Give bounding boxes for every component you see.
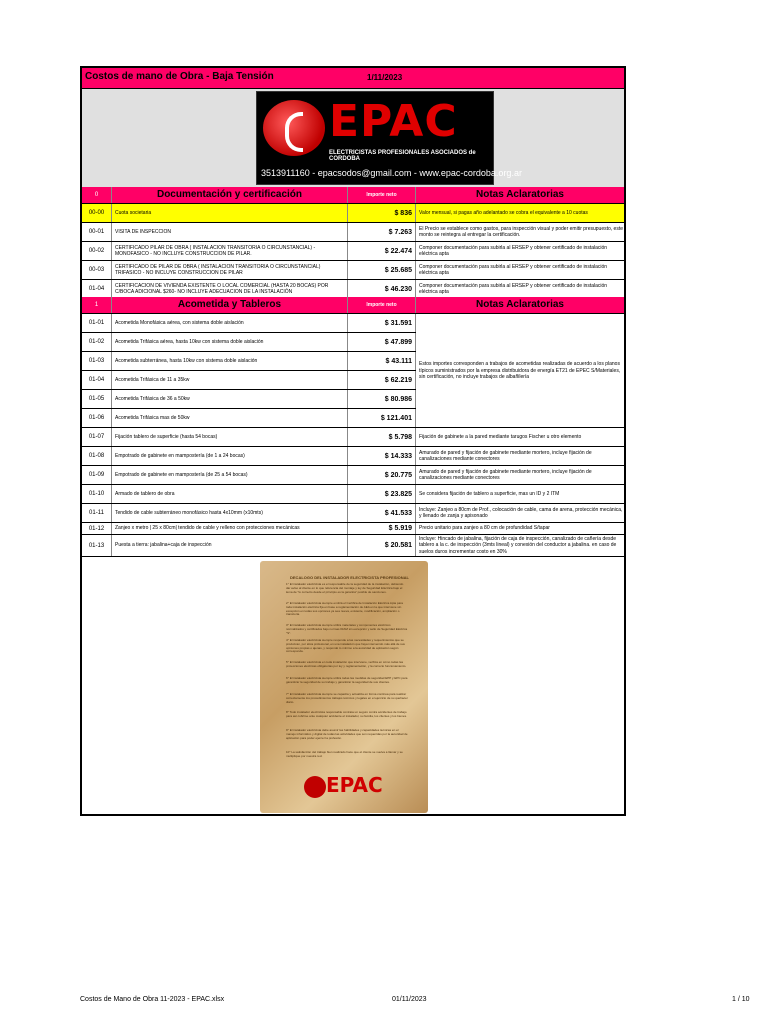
decalogo-scroll-image [260, 561, 428, 813]
row-description: Acometida Monofásica aérea, con sistema doble aislación [112, 314, 348, 332]
row-code: 01-05 [82, 390, 112, 408]
row-note: Se considera fijación de tablero a superficie, mas un ID y 2 ITM [419, 490, 560, 497]
row-code: 01-11 [82, 504, 112, 522]
row-note: Incluye: Hincado de jabalina, fijación de caja de inspección, canalizado de cañería desde tablero a la c. de inspección (3mts lineal) y conexión del conductor a jabalina. en caso de suelos duros incrementar costo en 30% [419, 536, 617, 555]
row-note: Fijación de gabinete a la pared mediante tarugos Fischer u otro elemento [419, 433, 582, 440]
row-description: Acometida Trifásica de 11 a 35kw [112, 371, 348, 389]
table-row [82, 504, 624, 523]
row-code: 01-08 [82, 447, 112, 465]
row-code: 01-03 [82, 352, 112, 370]
row-description: VISITA DE INSPECCION [112, 223, 348, 241]
row-code: 01-09 [82, 466, 112, 484]
section-title: Documentación y certificación [112, 187, 348, 203]
scroll-paragraph: 9° El instalador electricista debe asumir las habilidades y capacidades técnicas en el manejo informático y digital de todas las actividades que son requeridas por la autoridad de aplicación para poder ejercer la profesión. [286, 728, 408, 740]
row-amount: $ 5.919 [348, 523, 416, 534]
section-header-documentacion [82, 187, 624, 204]
table-row [82, 535, 624, 557]
section-header-acometida [82, 297, 624, 314]
row-amount: $ 22.474 [348, 242, 416, 260]
scroll-logo [304, 775, 388, 799]
footer-page: 1 / 10 [732, 996, 750, 1003]
row-description: Acometida subterránea, hasta 10kw con sistema doble aislación [112, 352, 348, 370]
row-code: 00-00 [82, 204, 112, 222]
row-code: 00-01 [82, 223, 112, 241]
section-code: 1 [82, 297, 112, 313]
row-code: 01-10 [82, 485, 112, 503]
table-row [82, 523, 624, 535]
table-row [82, 466, 624, 485]
section-code: 0 [82, 187, 112, 203]
logo-subtitle: ELECTRICISTAS PROFESIONALES ASOCIADOS de CORDOBA [329, 150, 476, 162]
scroll-logo-word: EPAC [326, 773, 383, 797]
row-code: 01-01 [82, 314, 112, 332]
merged-note: Estos importes corresponden a trabajos de acometidas realizadas de acuerdo a los planos típicos suministrados por la empresa distribuidora de energía ET21 de EPEC S/Materiales, sin certificación, no incluye trabajos de albañilería [416, 315, 624, 427]
row-amount: $ 31.591 [348, 314, 416, 332]
scroll-paragraph: 10° La satisfacción del trabajo bien realizado hace que el cliente se vuelva a llamar y se multiplique por nuestra red. [286, 750, 403, 758]
scroll-paragraph: 7° El instalador electricista siempre se capacita y actualiza en forma continua para realizar correctamente los procedimientos trabajos técnicos y legales en el ejercicio de su quehacer diario. [286, 692, 408, 704]
row-description: Cuota societaria [112, 204, 348, 222]
scroll-paragraph: 2° El instalador electricista siempre emitirá el Certifica de Instalación Eléctrica Apta para toda instalación eléctrica fija en base a reglamentación de AEA en la que interviene sin excepción en todas sus opciones ya sea nueva, existente, modificación, ampliación o transitoria. [286, 601, 403, 617]
scroll-paragraph: 5° El instalador electricista en toda instalación que interviene, verifica en cómo todas las protecciones eléctricas obligatorias por ley y reglamentación, y la correcto funcionamiento. [286, 660, 407, 668]
amount-header: Importe neto [348, 297, 416, 313]
table-row [82, 447, 624, 466]
title-bar [82, 68, 624, 89]
row-note: Precio unitario para zanjeo a 80 cm de profundidad S/tapar [419, 525, 550, 532]
row-description: Empotrado de gabinete en mampostería (de 1 a 24 bocas) [112, 447, 348, 465]
row-description: Fijación tablero de superficie (hasta 54 bocas) [112, 428, 348, 446]
footer-filename: Costos de Mano de Obra 11-2023 - EPAC.xlsx [80, 996, 225, 1003]
logo-band [82, 89, 624, 187]
row-amount: $ 25.685 [348, 261, 416, 279]
row-amount: $ 47.899 [348, 333, 416, 351]
notes-header: Notas Aclaratorias [476, 298, 564, 310]
row-amount: $ 20.775 [348, 466, 416, 484]
row-amount: $ 14.333 [348, 447, 416, 465]
row-code: 01-02 [82, 333, 112, 351]
row-code: 01-06 [82, 409, 112, 427]
notes-header: Notas Aclaratorias [476, 188, 564, 200]
row-code: 00-03 [82, 261, 112, 279]
scroll-heading: DECALOGO DEL INSTALADOR ELECTRICISTA PROFESIONAL [290, 575, 409, 580]
row-note: Componer documentación para subirla al ERSEP y obtener certificado de instalación eléctrica apta [419, 282, 608, 295]
amount-header: Importe neto [348, 187, 416, 203]
row-note: Componer documentación para subirla al ERSEP y obtener certificado de instalación eléctrica apta [419, 263, 608, 276]
scroll-paragraph: 4° El instalador electricista siempre responde a las necesidades y requerimientos que se produzcan, por ética profesional, en una instalación que haya intervenido más allá de sus opiniones propias o ajenas, y respondé lo mínimo a la autoridad de aplicación según corresponda. [286, 638, 405, 654]
row-code: 00-02 [82, 242, 112, 260]
row-code: 01-04 [82, 280, 112, 298]
epac-logo [256, 91, 522, 185]
row-amount: $ 121.401 [348, 409, 416, 427]
table-row [82, 242, 624, 261]
scroll-paragraph: 6° El instalador electricista siempre utiliza todas las medidas de seguridad EPP y EPC para garantizar la seguridad de su trabajo y garantizar la seguridad de sus clientes. [286, 676, 408, 684]
scroll-paragraph: 1° El instalador electricista es el responsable de la seguridad de la instalación, debiendo dar aviso al cliente en lo que referencia del montaje y ley de Seguridad Eléctrica bajo el lema de "lo correcto desde el principio es la garantía" posible de sanciones. [286, 582, 404, 594]
row-note: Componer documentación para subirla al ERSEP y obtener certificado de instalación eléctrica apta [419, 244, 608, 257]
row-description: Empotrado de gabinete en mampostería (de 25 a 54 bocas) [112, 466, 348, 484]
row-code: 01-12 [82, 523, 112, 534]
scroll-paragraph: 3° El instalador electricista siempre utiliza materiales y componentes eléctricos normalizados y certificados bajo normas IRAM sin excepción y sello de Seguridad Eléctrica "S". [286, 623, 408, 635]
row-amount: $ 836 [348, 204, 416, 222]
logo-contact: 3513911160 - epacsodos@gmail.com - www.epac-cordoba.org.ar [261, 168, 522, 178]
row-code: 01-04 [82, 371, 112, 389]
table-row [82, 485, 624, 504]
table-row [82, 261, 624, 280]
table-row [82, 204, 624, 223]
logo-word: EPAC [329, 96, 458, 147]
row-amount: $ 80.986 [348, 390, 416, 408]
row-code: 01-13 [82, 535, 112, 556]
footer-date: 01/11/2023 [392, 996, 427, 1003]
row-amount: $ 23.825 [348, 485, 416, 503]
row-description: Puesta a tierra: jabalina+caja de inspección [112, 535, 348, 556]
row-amount: $ 20.581 [348, 535, 416, 556]
row-note: Valor mensual, si pagas año adelantado se cobra el equivalente a 10 cuotas [419, 209, 588, 216]
row-code: 01-07 [82, 428, 112, 446]
row-amount: $ 46.230 [348, 280, 416, 298]
row-description: Tendido de cable subterráneo monofásico hasta 4x10mm (x10mts) [112, 504, 348, 522]
row-description: CERTIFICADO PILAR DE OBRA ( INSTALACION TRANSITORIA O CIRCUNSTANCIAL) - MONOFASICO - NO INCLUYE CONSTRUCCION DE PILAR. [112, 242, 348, 260]
section-title: Acometida y Tableros [112, 297, 348, 313]
row-description: Armado de tablero de obra [112, 485, 348, 503]
row-amount: $ 5.798 [348, 428, 416, 446]
row-note: Amurado de pared y fijación de gabinete mediante mortero, incluye fijación de canalizaciones mediante conectores [419, 449, 592, 462]
sheet-date: 1/11/2023 [367, 73, 403, 82]
sheet-title: Costos de mano de Obra - Baja Tensión [85, 71, 274, 82]
row-note: Amurado de pared y fijación de gabinete mediante mortero, incluye fijación de canalizaciones mediante conectores [419, 468, 592, 481]
table-row [82, 428, 624, 447]
row-description: Zanjeo x metro | 25 x 80cm| tendido de cable y relleno con protecciones mecánicas [112, 523, 348, 534]
row-amount: $ 41.533 [348, 504, 416, 522]
row-note: Incluye: Zanjeo a 80cm de Prof., colocación de cable, cama de arena, protección mecánica, y llenado de zanja y apisonado [419, 506, 623, 519]
row-note: El Precio se establece como gastos, para inspección visual y poder emitir presupuesto, este monto se reintegra al entregar la certificación. [419, 225, 623, 238]
row-description: Acometida Trifásica mas de 50kw [112, 409, 348, 427]
row-amount: $ 62.219 [348, 371, 416, 389]
row-amount: $ 43.111 [348, 352, 416, 370]
epac-emblem-icon [263, 100, 325, 156]
epac-emblem-icon [304, 776, 326, 798]
row-description: CERTIFICACION DE VIVIENDA EXISTENTE O LOCAL COMERCIAL (HASTA 20 BOCAS) POR C/BOCA ADICIONAL $260- NO INCLUYE ADECUACION DE LA INSTALACIÓN [112, 280, 348, 298]
row-amount: $ 7.263 [348, 223, 416, 241]
scroll-paragraph: 8° Todo instalador electricista responsable contrata un seguro contra accidentes de trabajo para así cubrirse ante cualquier accidente el instalador, su familia, los clientes y los bienes. [286, 710, 407, 718]
row-description: Acometida Trifásica de 36 a 50kw [112, 390, 348, 408]
row-description: Acometida Trifásica aérea, hasta 10kw con sistema doble aislación [112, 333, 348, 351]
table-row [82, 223, 624, 242]
row-description: CERTIFICADO DE PILAR DE OBRA ( INSTALACION TRANSITORIA O CIRCUNSTANCIAL) TRIFASICO - NO INCLUYE CONSTRUCCION DE PILAR [112, 261, 348, 279]
price-sheet [80, 66, 626, 816]
